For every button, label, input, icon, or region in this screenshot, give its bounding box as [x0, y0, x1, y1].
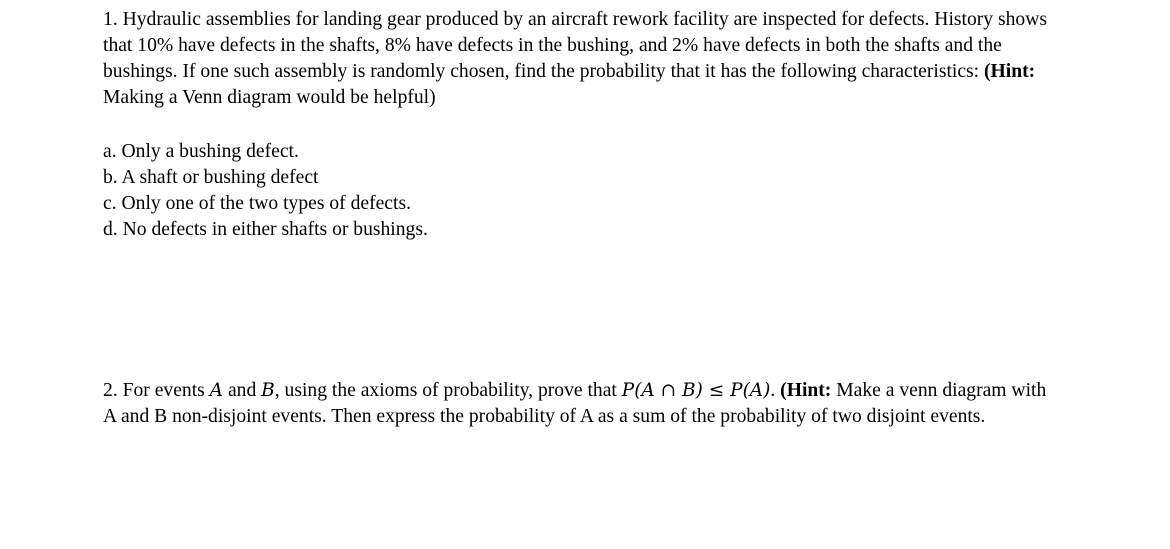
question-2-hint-label: Hint:	[786, 380, 832, 401]
probability-inequality: P(A ∩ B) ≤ P(A)	[621, 380, 771, 401]
question-2-middle: , using the axioms of probability, prove that	[274, 380, 622, 401]
question-1	[103, 7, 1063, 111]
event-a: A	[209, 380, 224, 401]
question-2-hint-text: Make a venn diagram with A and B non-disjoint events. Then express the probability of A as a sum of the probability of two disjoint events.	[103, 380, 1047, 427]
question-2-hint-open: (	[780, 380, 787, 401]
part-c: c. Only one of the two types of defects.	[103, 193, 411, 214]
event-b: B	[261, 380, 275, 401]
question-1-text: 1. Hydraulic assemblies for landing gear produced by an aircraft rework facility are inspected for defects. History shows that 10% have defects in the shafts, 8% have defects in the bushing, and 2% have defects in both the shafts and the bushings. If one such assembly is randomly chosen, find the probability that it has the following characteristics:	[103, 9, 1047, 82]
question-2-prefix: 2. For events	[103, 380, 210, 401]
part-b: b. A shaft or bushing defect	[103, 167, 319, 188]
question-2	[103, 378, 1063, 430]
part-a: a. Only a bushing defect.	[103, 141, 299, 162]
question-2-and: and	[223, 380, 262, 401]
question-1-hint-label: Hint:	[990, 61, 1036, 82]
question-1-parts	[103, 139, 703, 243]
question-1-hint-open: (	[984, 61, 991, 82]
question-2-period: .	[770, 380, 781, 401]
part-d: d. No defects in either shafts or bushings.	[103, 219, 428, 240]
question-1-hint-text: Making a Venn diagram would be helpful)	[103, 87, 436, 108]
